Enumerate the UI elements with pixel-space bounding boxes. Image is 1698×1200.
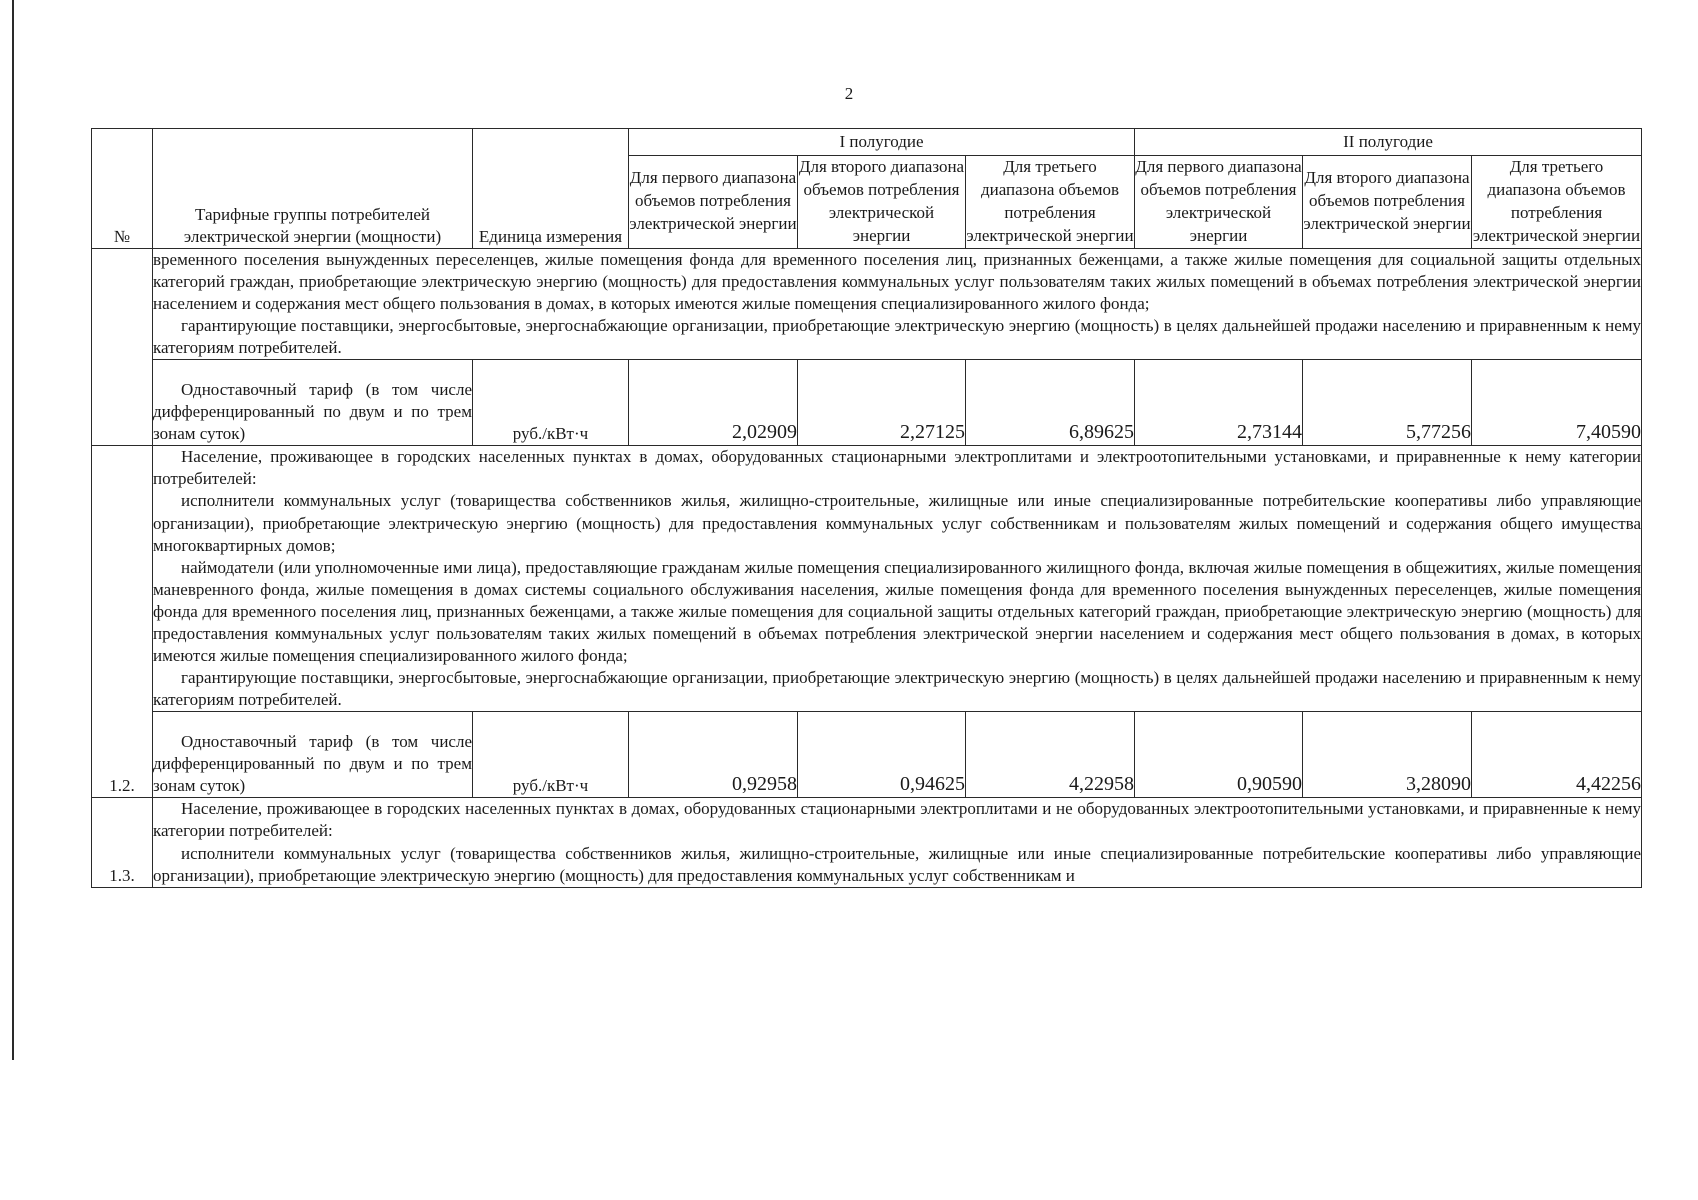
tariff-unit: руб./кВт·ч <box>473 360 629 446</box>
section-description-row <box>92 446 1642 712</box>
tariff-row-name: Одноставочный тариф (в том числе дифференцированный по двум и по трем зонам суток) <box>153 360 473 446</box>
tariff-value: 6,89625 <box>966 360 1135 446</box>
tariff-row <box>92 712 1642 798</box>
header-range-3-h2: Для третьего диапазона объемов потребления электрической энергии <box>1472 156 1642 249</box>
section-number <box>92 248 153 445</box>
section-description <box>153 446 1642 712</box>
header-second-half-year: II полугодие <box>1135 129 1642 156</box>
header-number: № <box>92 129 153 249</box>
tariff-value: 0,92958 <box>629 712 798 798</box>
tariff-value: 3,28090 <box>1303 712 1472 798</box>
section-description-row <box>92 798 1642 887</box>
header-range-3-h1: Для третьего диапазона объемов потребления электрической энергии <box>966 156 1135 249</box>
tariff-row <box>92 360 1642 446</box>
paragraph: гарантирующие поставщики, энергосбытовые, энергоснабжающие организации, приобретающие электрическую энергию (мощность) в целях дальнейшей продажи населению и приравненным к нему категориям потребителей. <box>153 668 1642 710</box>
section-description-row <box>92 248 1642 359</box>
paragraph: временного поселения вынужденных переселенцев, жилые помещения фонда для временного поселения лиц, признанных беженцами, а также жилые помещения для социальной защиты отдельных категорий граждан, приобретающие электрическую энергию (мощность) для предоставления коммунальных услуг пользователям таких жилых помещений в объемах потребления электрической энергии населением и содержания мест общего пользования в домах, в которых имеются жилые помещения специализированного жилого фонда; <box>153 249 1642 313</box>
paragraph: исполнители коммунальных услуг (товарищества собственников жилья, жилищно-строительные, жилищные или иные специализированные потребительские кооперативы либо управляющие организации), приобретающие электрическую энергию (мощность) для предоставления коммунальных услуг собственникам и пользователям жилых помещений и содержания общего имущества многоквартирных домов; <box>153 491 1642 555</box>
section-description <box>153 248 1642 359</box>
section-number: 1.3. <box>92 798 153 887</box>
header-range-1-h1: Для первого диапазона объемов потребления электрической энергии <box>629 156 798 249</box>
tariff-value: 2,73144 <box>1135 360 1303 446</box>
section-description <box>153 798 1642 887</box>
tariff-row-name: Одноставочный тариф (в том числе дифференцированный по двум и по трем зонам суток) <box>153 712 473 798</box>
header-row-periods <box>92 129 1642 156</box>
paragraph: Население, проживающее в городских населенных пунктах в домах, оборудованных стационарными электроплитами и электроотопительными установками, и приравненные к нему категории потребителей: <box>153 447 1642 489</box>
paragraph: Население, проживающее в городских населенных пунктах в домах, оборудованных стационарными электроплитами и не оборудованных электроотопительными установками, и приравненные к нему категории потребителей: <box>153 799 1642 841</box>
paragraph: исполнители коммунальных услуг (товарищества собственников жилья, жилищно-строительные, жилищные или иные специализированные потребительские кооперативы либо управляющие организации), приобретающие электрическую энергию (мощность) для предоставления коммунальных услуг собственникам и <box>153 843 1642 885</box>
tariff-value: 2,02909 <box>629 360 798 446</box>
left-margin-line <box>12 0 14 1060</box>
tariff-value: 4,22958 <box>966 712 1135 798</box>
tariff-value: 5,77256 <box>1303 360 1472 446</box>
tariff-value: 0,90590 <box>1135 712 1303 798</box>
page-number: 2 <box>844 84 854 103</box>
tariff-value: 7,40590 <box>1472 360 1642 446</box>
header-consumer-group: Тарифные группы потребителей электрической энергии (мощности) <box>153 129 473 249</box>
header-first-half-year: I полугодие <box>629 129 1135 156</box>
header-range-1-h2: Для первого диапазона объемов потребления электрической энергии <box>1135 156 1303 249</box>
tariff-unit: руб./кВт·ч <box>473 712 629 798</box>
paragraph: гарантирующие поставщики, энергосбытовые, энергоснабжающие организации, приобретающие электрическую энергию (мощность) в целях дальнейшей продажи населению и приравненным к нему категориям потребителей. <box>153 316 1642 358</box>
tariff-value: 0,94625 <box>798 712 966 798</box>
header-range-2-h2: Для второго диапазона объемов потребления электрической энергии <box>1303 156 1472 249</box>
header-range-2-h1: Для второго диапазона объемов потребления электрической энергии <box>798 156 966 249</box>
header-unit: Единица измерения <box>473 129 629 249</box>
tariff-table <box>91 128 1642 888</box>
tariff-value: 4,42256 <box>1472 712 1642 798</box>
section-number: 1.2. <box>92 446 153 798</box>
paragraph: наймодатели (или уполномоченные ими лица), предоставляющие гражданам жилые помещения специализированного жилищного фонда, включая жилые помещения в общежитиях, жилые помещения маневренного фонда, жилые помещения в домах системы социального обслуживания населения, жилые помещения фонда для временного поселения вынужденных переселенцев, жилые помещения фонда для временного поселения лиц, признанных беженцами, а также жилые помещения для социальной защиты отдельных категорий граждан, приобретающие электрическую энергию (мощность) для предоставления коммунальных услуг пользователям таких жилых помещений в объемах потребления электрической энергии населением и содержания мест общего пользования в домах, в которых имеются жилые помещения специализированного жилого фонда; <box>153 557 1642 666</box>
tariff-value: 2,27125 <box>798 360 966 446</box>
